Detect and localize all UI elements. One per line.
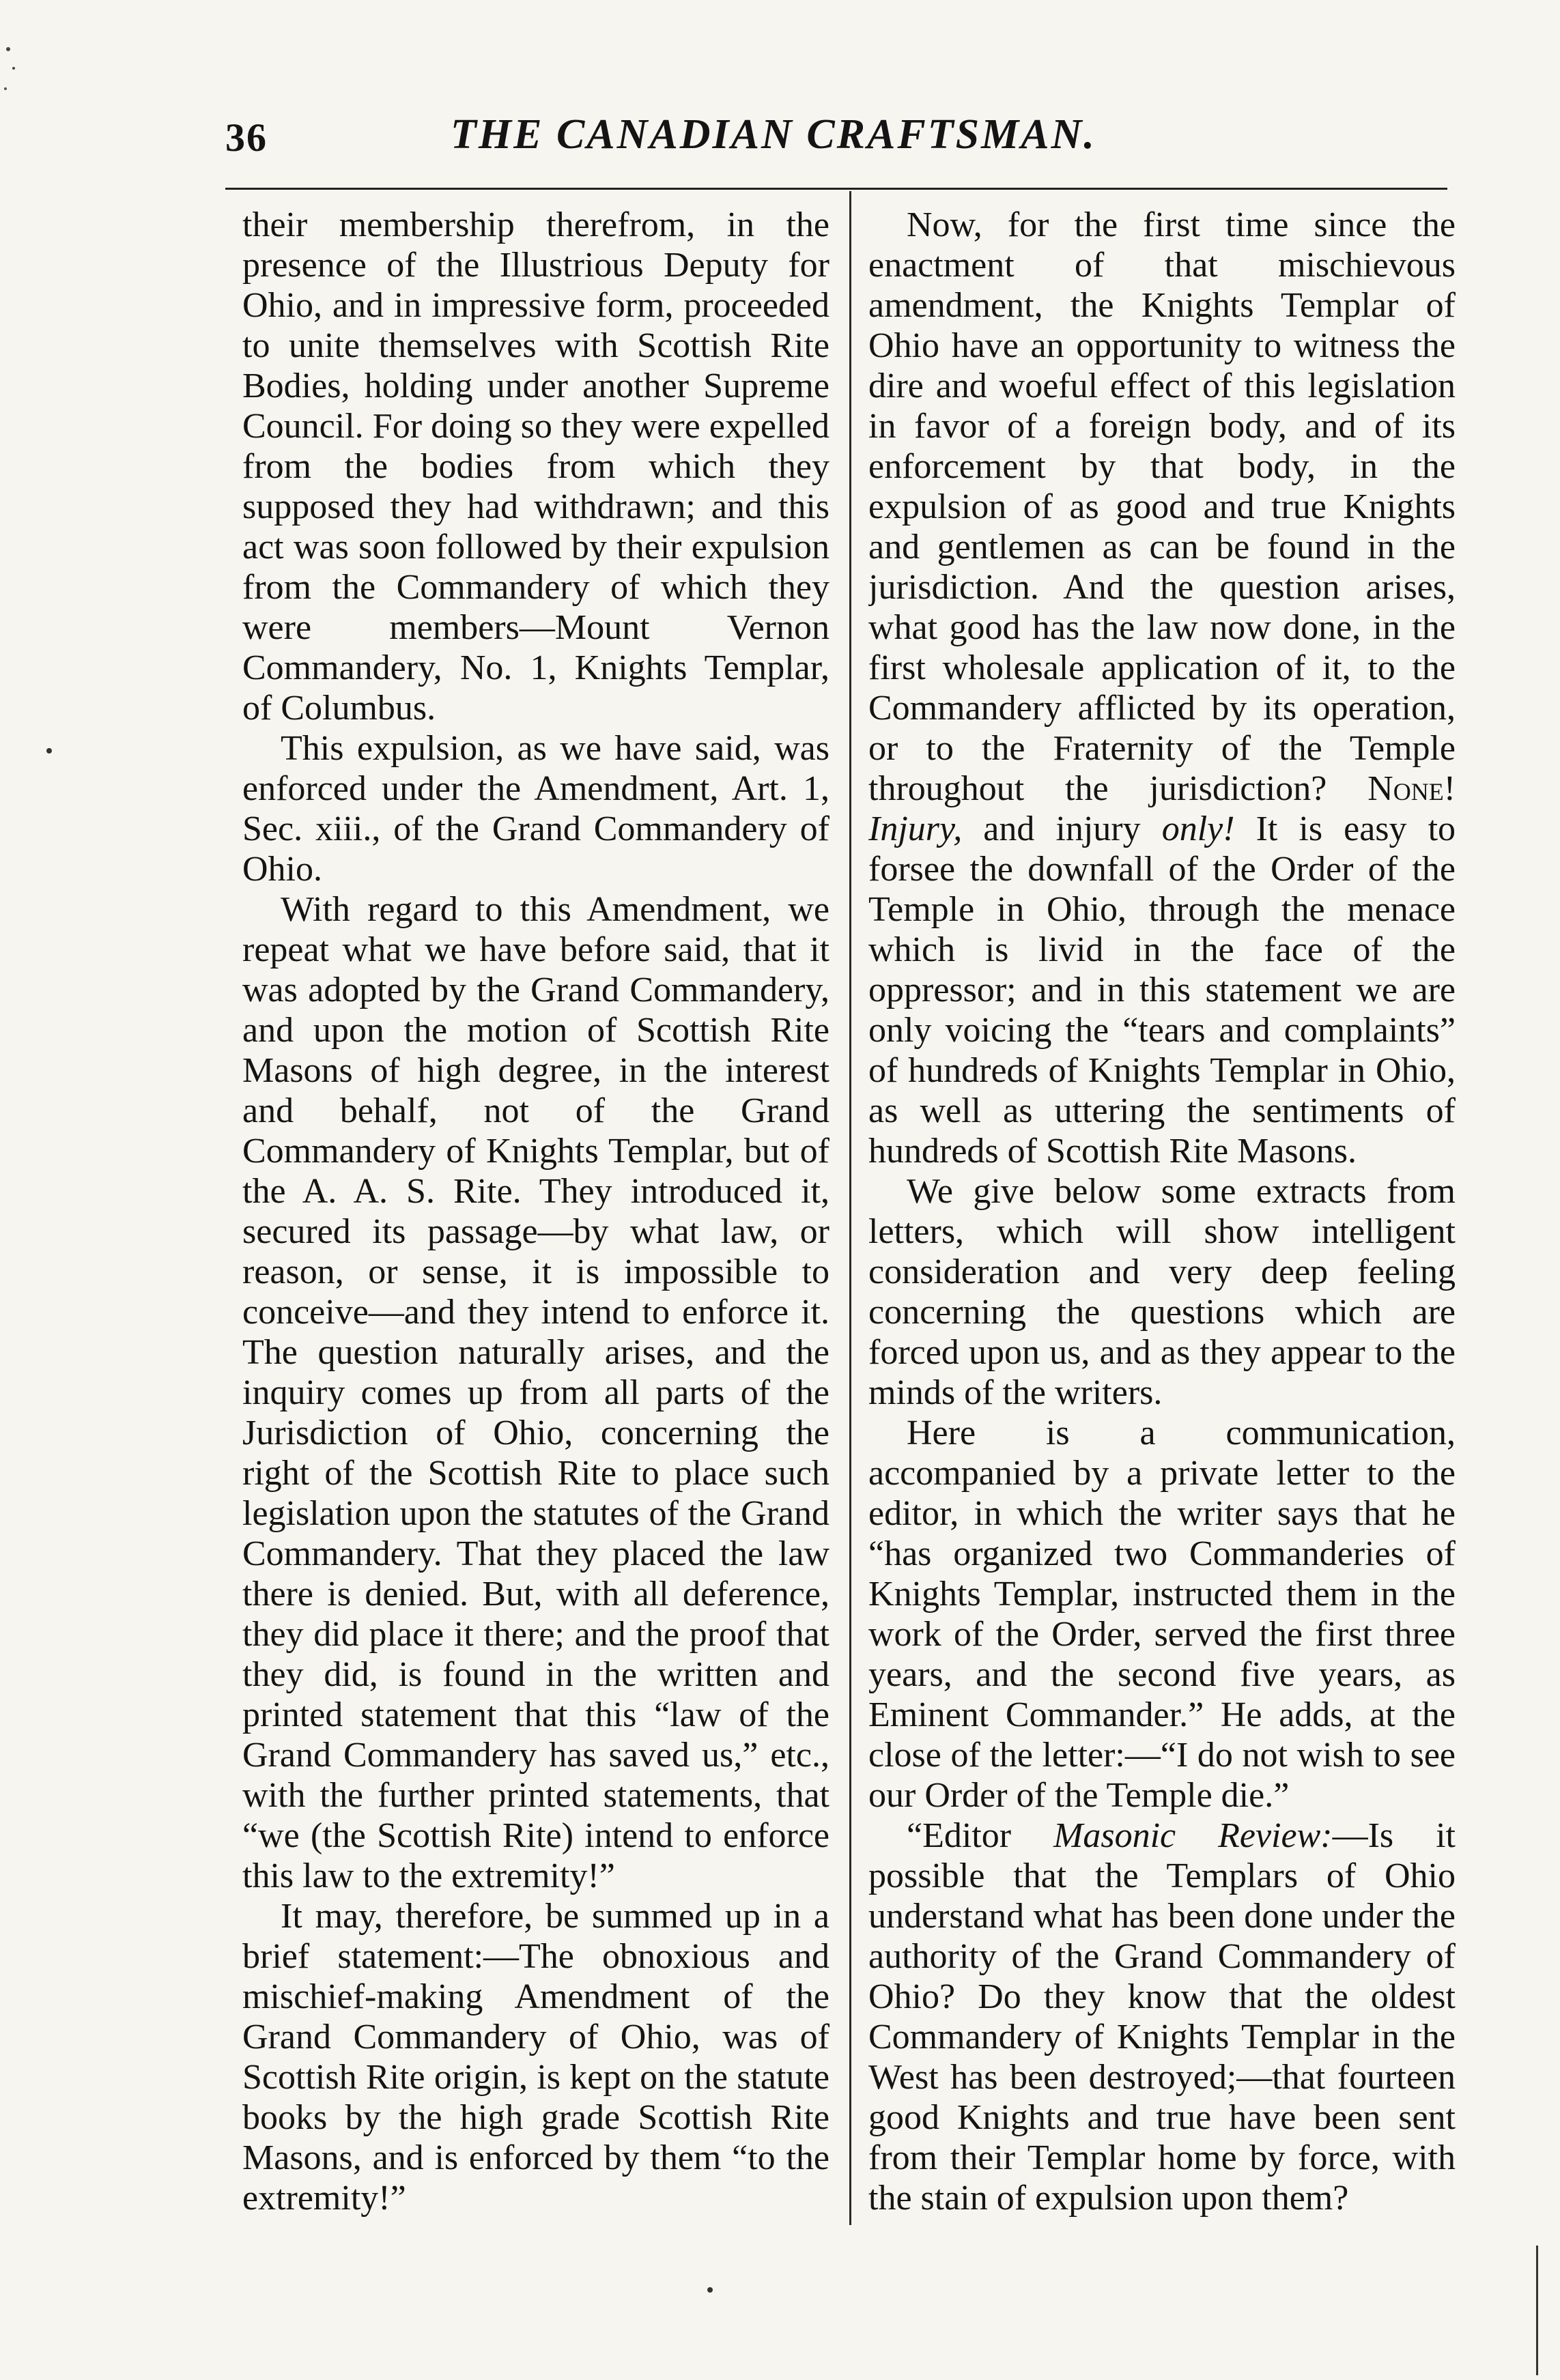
right-paragraph-2: We give below some extracts from letters, which will show intelligent consideration and very deep feeling concerning the questions which are forced upon us, and as they appear to the minds of the writers.: [868, 1172, 1456, 1412]
right-paragraph-3: Here is a communication, accompanied by a private letter to the editor, in which the writer says that he “has organized two Commanderies of Knights Templar, instructed them in the work of the Order, served the first three years, and the second five years, as Eminent Commander.” He adds, at the close of the letter:—“I do not wish to see our Order of the Temple die.”: [868, 1414, 1456, 1815]
right-paragraph-4-rest: —Is it possible that the Templars of Ohio understand what has been done under the authority of the Grand Commandery of Ohio? Do they know that the oldest Commandery of Knights Templar in the West has been destroyed;—that fourteen good Knights and true have been sent from their Templar home by force, with the stain of expulsion upon them?: [868, 1816, 1456, 2218]
and-injury-text: and injury: [983, 809, 1141, 848]
column-divider: [849, 191, 851, 2225]
page-number: 36: [225, 115, 268, 160]
right-paragraph-1: [868, 205, 1456, 1171]
injury-word: Injury,: [868, 809, 963, 848]
right-paragraph-4: [868, 1816, 1456, 2218]
masonic-review-title: Masonic Review:: [1053, 1816, 1333, 1855]
left-column: [242, 205, 829, 2252]
right-paragraph-1-rest: It is easy to forsee the downfall of the Order of the Temple in Ohio, through the menace which is livid in the face of the oppressor; and in this statement we are only voicing the “tears and complaints” of hundreds of Knights Templar in Ohio, as well as uttering the sentiments of hundreds of Scottish Rite Masons.: [868, 809, 1456, 1171]
running-title: THE CANADIAN CRAFTSMAN.: [451, 111, 1096, 158]
left-paragraph-2: This expulsion, as we have said, was enforced under the Amendment, Art. 1, Sec. xiii., of the Grand Commandery of Ohio.: [242, 729, 829, 889]
editor-salutation: “Editor: [907, 1816, 1012, 1855]
left-paragraph-1: their membership therefrom, in the presence of the Illustrious Deputy for Ohio, and in impressive form, proceeded to unite themselves with Scottish Rite Bodies, holding under another Supreme Council. For doing so they were expelled from the bodies from which they supposed they had withdrawn; and this act was soon followed by their expulsion from the Commandery of which they were members—Mount Vernon Commandery, No. 1, Knights Templar, of Columbus.: [242, 205, 829, 728]
left-paragraph-4: It may, therefore, be summed up in a brief statement:—The obnoxious and mischief-making Amendment of the Grand Commandery of Ohio, was of Scottish Rite origin, is kept on the statute books by the high grade Scottish Rite Masons, and is enforced by them “to the extremity!”: [242, 1897, 829, 2218]
left-paragraph-3: With regard to this Amendment, we repeat what we have before said, that it was adopted by the Grand Commandery, and upon the motion of Scottish Rite Masons of high degree, in the interest and behalf, not of the Grand Commandery of Knights Templar, but of the A. A. S. Rite. They introduced it, secured its passage—by what law, or reason, or sense, it is impossible to conceive—and they intend to enforce it. The question naturally arises, and the inquiry comes up from all parts of the Jurisdiction of Ohio, concerning the right of the Scottish Rite to place such legislation upon the statutes of the Grand Commandery. That they placed the law there is denied. But, with all deference, they did place it there; and the proof that they did, is found in the written and printed statement that this “law of the Grand Commandery has saved us,” etc., with the further printed statements, that “we (the Scottish Rite) intend to enforce this law to the extremity!”: [242, 890, 829, 1895]
right-column: [868, 205, 1456, 2252]
header-rule: [225, 188, 1447, 190]
only-word: only!: [1161, 809, 1235, 848]
page-header: [225, 102, 1447, 177]
none-exclamation: None!: [1367, 769, 1456, 808]
right-paragraph-1-text: Now, for the first time since the enactment of that mischievous amendment, the Knights Templar of Ohio have an opportunity to witness the dire and woeful effect of this legislation in favor of a foreign body, and of its enforcement by that body, in the expulsion of as good and true Knights and gentlemen as can be found in the jurisdiction. And the question arises, what good has the law now done, in the first wholesale application of it, to the Commandery afflicted by its operation, or to the Fraternity of the Temple throughout the jurisdiction?: [868, 205, 1456, 808]
